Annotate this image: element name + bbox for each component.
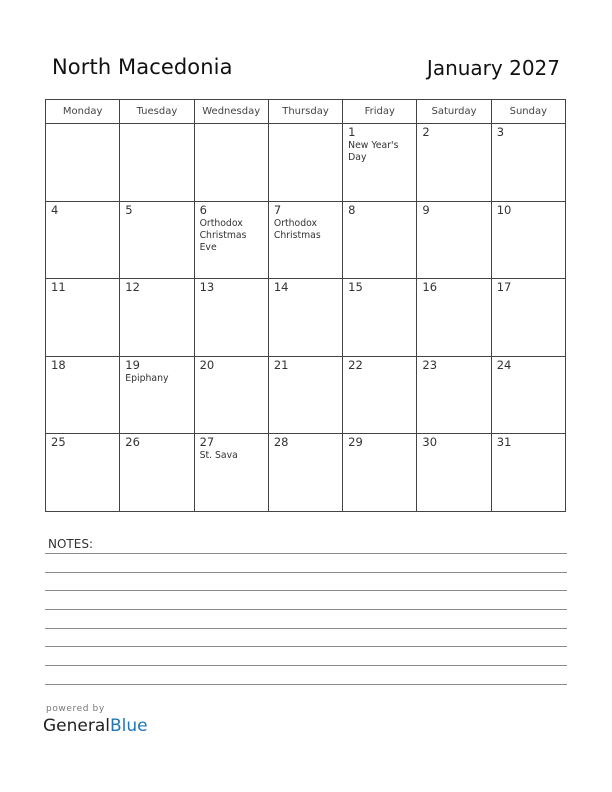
calendar-week-row — [46, 279, 566, 357]
day-number: 24 — [496, 357, 512, 372]
calendar-day-cell — [491, 356, 565, 434]
calendar-day-cell — [268, 124, 342, 202]
calendar-day-cell — [268, 279, 342, 357]
calendar-day-cell — [343, 201, 417, 279]
calendar-country-title: North Macedonia — [52, 55, 233, 79]
weekday-header: Tuesday — [120, 100, 194, 124]
day-number: 4 — [51, 202, 59, 217]
note-line — [45, 684, 567, 685]
calendar-day-cell — [194, 124, 268, 202]
calendar-day-cell — [46, 124, 120, 202]
calendar-day-cell — [491, 434, 565, 512]
calendar-day-cell — [417, 356, 491, 434]
calendar-day-cell — [268, 201, 342, 279]
weekday-header: Sunday — [491, 100, 565, 124]
day-number: 14 — [273, 280, 289, 295]
day-number: 31 — [496, 435, 512, 450]
calendar-day-cell — [194, 279, 268, 357]
holiday-label: Orthodox Christmas Eve — [199, 217, 247, 253]
day-number: 19 — [125, 357, 140, 372]
day-number: 11 — [51, 280, 66, 295]
calendar-day-cell — [417, 201, 491, 279]
calendar-day-cell — [417, 434, 491, 512]
calendar-day-cell — [417, 279, 491, 357]
day-number: 9 — [422, 202, 430, 217]
calendar-grid — [45, 99, 566, 512]
day-number: 2 — [422, 125, 430, 139]
day-number: 27 — [199, 435, 215, 450]
note-line — [45, 646, 567, 647]
weekday-header-row — [46, 100, 566, 124]
calendar-day-cell — [194, 434, 268, 512]
day-number: 12 — [125, 280, 140, 295]
day-number: 25 — [51, 435, 66, 450]
weekday-header: Wednesday — [194, 100, 268, 124]
day-number: 3 — [496, 125, 505, 139]
generalblue-logo[interactable] — [43, 716, 148, 736]
day-number: 10 — [496, 202, 512, 217]
day-number: 1 — [348, 125, 356, 139]
powered-by-text: powered by — [46, 704, 105, 714]
day-number: 22 — [348, 357, 363, 372]
calendar-day-cell — [46, 356, 120, 434]
holiday-label: Orthodox Christmas — [273, 217, 321, 241]
day-number: 13 — [199, 280, 215, 295]
calendar-day-cell — [120, 124, 194, 202]
calendar-day-cell — [46, 279, 120, 357]
day-number: 18 — [51, 357, 66, 372]
calendar-day-cell — [120, 434, 194, 512]
calendar-week-row — [46, 201, 566, 279]
day-number: 16 — [422, 280, 438, 295]
calendar-day-cell — [491, 124, 565, 202]
logo-blue-text: Blue — [110, 716, 148, 736]
calendar-day-cell — [120, 201, 194, 279]
day-number: 30 — [422, 435, 438, 450]
calendar-week-row — [46, 124, 566, 202]
calendar-day-cell — [194, 201, 268, 279]
logo-general-text: General — [43, 716, 110, 736]
notes-label: NOTES: — [48, 537, 93, 551]
day-number: 15 — [348, 280, 363, 295]
day-number: 5 — [125, 202, 133, 217]
note-line — [45, 553, 567, 554]
note-line — [45, 628, 567, 629]
calendar-day-cell — [46, 201, 120, 279]
weekday-header: Thursday — [268, 100, 342, 124]
day-number: 23 — [422, 357, 438, 372]
day-number: 8 — [348, 202, 356, 217]
day-number: 6 — [199, 202, 207, 217]
calendar-day-cell — [120, 279, 194, 357]
calendar-month-title: January 2027 — [426, 56, 560, 80]
note-line — [45, 609, 567, 610]
note-line — [45, 590, 567, 591]
note-line — [45, 572, 567, 573]
calendar-day-cell — [417, 124, 491, 202]
calendar-day-cell — [343, 356, 417, 434]
calendar-week-row — [46, 434, 566, 512]
calendar-day-cell — [343, 279, 417, 357]
day-number: 28 — [273, 435, 289, 450]
calendar-week-row — [46, 356, 566, 434]
weekday-header: Monday — [46, 100, 120, 124]
day-number: 20 — [199, 357, 215, 372]
calendar-day-cell — [343, 124, 417, 202]
day-number: 29 — [348, 435, 363, 450]
calendar-day-cell — [343, 434, 417, 512]
calendar-day-cell — [491, 279, 565, 357]
calendar-day-cell — [268, 434, 342, 512]
weekday-header: Saturday — [417, 100, 491, 124]
calendar-day-cell — [120, 356, 194, 434]
day-number: 26 — [125, 435, 140, 450]
holiday-label: St. Sava — [199, 450, 238, 462]
calendar-day-cell — [46, 434, 120, 512]
day-number: 17 — [496, 280, 512, 295]
calendar-day-cell — [491, 201, 565, 279]
holiday-label: Epiphany — [125, 372, 169, 384]
day-number: 7 — [273, 202, 282, 217]
holiday-label: New Year's Day — [348, 140, 399, 163]
calendar-day-cell — [194, 356, 268, 434]
weekday-header: Friday — [343, 100, 417, 124]
note-line — [45, 665, 567, 666]
day-number: 21 — [273, 357, 289, 372]
calendar-day-cell — [268, 356, 342, 434]
